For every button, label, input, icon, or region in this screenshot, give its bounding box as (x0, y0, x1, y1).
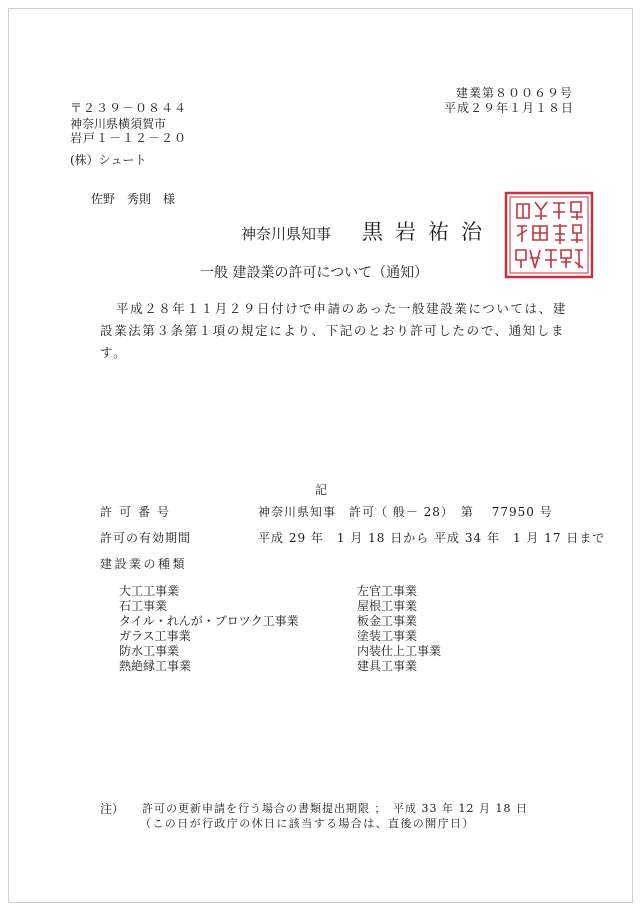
postal-code: 〒２３９－０８４４ (70, 101, 188, 115)
list-item: 建具工事業 (357, 659, 418, 673)
validity-label: 許可の有効期間 (100, 531, 192, 545)
list-item: 内装仕上工事業 (357, 644, 442, 658)
categories-right-list (357, 584, 441, 674)
list-item: 石工事業 (119, 599, 168, 613)
list-item: 左官工事業 (357, 584, 418, 598)
list-item: 熱絶縁工事業 (119, 659, 192, 673)
subject-title: 一般 建設業の許可について（通知） (200, 265, 429, 281)
address-line-2: 岩戸１－１２－２０ (70, 131, 188, 145)
note-line-2: （この日が行政庁の休日に該当する場合は、直後の開庁日） (140, 817, 475, 830)
list-item: 防水工事業 (119, 644, 180, 658)
issuer-title: 神奈川県知事 (241, 225, 332, 243)
validity-value: 平成 29 年 1 月 18 日から 平成 34 年 1 月 17 日まで (258, 531, 606, 545)
list-item: 塗装工事業 (357, 629, 418, 643)
body-paragraph: 平成２８年１１月２９日付けで申請のあった一般建設業については、建設業法第３条第１項の規定により、下記のとおり許可したので、通知します。 (100, 301, 567, 360)
list-item: タイル・れんが・ブロツク工事業 (119, 614, 299, 628)
recipient-name: 佐野 秀則 様 (91, 192, 176, 206)
document-number: 建業第８００６９号 (456, 86, 574, 100)
address-line-1: 神奈川県横須賀市 (70, 117, 167, 131)
document-date: 平成２９年１月１８日 (444, 101, 575, 115)
list-item: 屋根工事業 (357, 599, 418, 613)
issuer-name: 黒岩祐治 (362, 220, 494, 244)
company-name: (株）シュート (70, 153, 147, 167)
permit-number-label: 許可番号 (100, 505, 177, 519)
categories-left-list (119, 584, 299, 674)
note-line-1: 許可の更新申請を行う場合の書類提出期限 ； 平成 33 年 12 月 18 日 (142, 802, 528, 815)
permit-number-value: 神奈川県知事 許可（ 般－ 28） 第 77950 号 (258, 505, 553, 519)
list-item: 板金工事業 (357, 614, 418, 628)
note-mark: 注） (100, 802, 125, 816)
ki-heading: 記 (315, 483, 328, 497)
official-seal (503, 190, 595, 280)
list-item: ガラス工事業 (119, 629, 191, 643)
list-item: 大工工事業 (119, 584, 180, 598)
categories-label: 建設業の種類 (100, 557, 188, 571)
